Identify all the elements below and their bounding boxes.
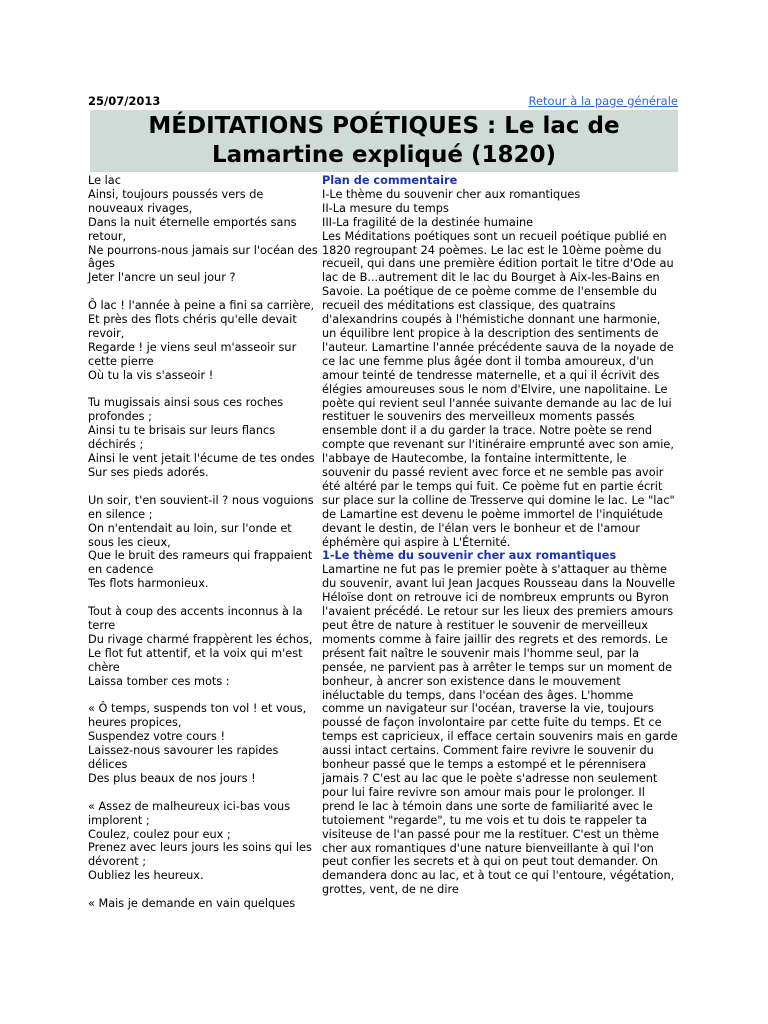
content-columns: [88, 174, 678, 911]
poem-heading: Le lac: [88, 174, 121, 187]
plan-item: III-La fragilité de la destinée humaine: [322, 215, 534, 229]
poem-line: Ainsi le vent jetait l'écume de tes ondes: [88, 452, 315, 466]
poem-line: Dans la nuit éternelle emportés sans retour,: [88, 215, 297, 243]
poem-line: Coulez, coulez pour eux ;: [88, 827, 231, 841]
stanza-gap: [88, 591, 318, 605]
poem-line: Regarde ! je viens seul m'asseoir sur cette pierre: [88, 340, 297, 368]
publication-date: 25/07/2013: [88, 94, 161, 108]
poem-stanza: [88, 494, 318, 591]
stanza-gap: [88, 786, 318, 800]
poem-stanza: [88, 800, 318, 883]
stanza-gap: [88, 688, 318, 702]
page: [88, 94, 678, 911]
poem-line: On n'entendait au loin, sur l'onde et sous les cieux,: [88, 521, 292, 549]
poem-line: Ne pourrons-nous jamais sur l'océan des âges: [88, 243, 318, 271]
page-title: MÉDITATIONS POÉTIQUES : Le lac de Lamartine expliqué (1820): [90, 110, 678, 172]
stanza-gap: [88, 285, 318, 299]
poem-stanza: [88, 396, 318, 479]
poem-line: Oubliez les heureux.: [88, 869, 204, 883]
poem-line: Jeter l'ancre un seul jour ?: [88, 271, 236, 285]
poem-line: « Ô temps, suspends ton vol ! et vous, heures propices,: [88, 702, 307, 730]
poem-line: Du rivage charmé frappèrent les échos,: [88, 632, 313, 646]
intro-paragraph: Les Méditations poétiques sont un recueil poétique publié en 1820 regroupant 24 poèmes. Le lac est le 10ème poème du recueil, qui dans une première édition portait le titre d'Ode au lac de B...autrement dit le lac du Bourget à Aix-les-Bains en Savoie. La poétique de ce poème comme de l'ensemble du recueil des méditations est classique, des quatrains d'alexandrins coupés à l'hémistiche donnant une harmonie, un équilibre lent propice à la description des sentiments de l'auteur. Lamartine l'année précédente sauva de la noyade de ce lac une femme plus âgée dont il tomba amoureux, d'un amour teinté de tendresse maternelle, et a qui il écrivit des élégies amoureuses sous le nom d'Elvire, une napolitaine. Le poète qui revient seul l'année suivante demande au lac de lui restituer le souvenirs des merveilleux moments passés ensemble dont il a du garder la trace. Notre poète se rend compte que revenant sur l'itinéraire emprunté avec son amie, l'abbaye de Hautecombe, la fontaine intermittente, le souvenir du passé revient avec force et ne semble pas avoir été altéré par le temps qui fuit. Ce poème fut en partie écrit sur place sur la colline de Tresserve qui domine le lac. Le "lac" de Lamartine est devenu le poème immortel de l'inquiétude devant le destin, de l'élan vers le bonheur et de l'amour éphémère qui aspire à L'Éternité.: [322, 229, 675, 549]
poem-stanza: [88, 188, 318, 285]
poem-stanza: [88, 299, 318, 382]
stanza-gap: [88, 383, 318, 397]
section-paragraph: Lamartine ne fut pas le premier poète à s'attaquer au thème du souvenir, avant lui Jean Jacques Rousseau dans la Nouvelle Héloïse dont on retrouve ici de nombreux emprunts ou Byron l'avaient précédé. Le retour sur les lieux des premiers amours peut être de nature à restituer le souvenir de merveilleux moments comme à faire jaillir des regrets et des remords. Le présent fait naître le souvenir mais l'homme seul, par la pensée, ne parvient pas à arrêter le temps sur un moment de bonheur, à ancrer son existence dans le mouvement inéluctable du temps, dans l'océan des âges. L'homme comme un navigateur sur l'océan, traverse la vie, toujours poussé de façon involontaire par cette fuite du temps. Et ce temps est capricieux, il efface certain souvenirs mais en garde aussi intact certains. Comment faire revivre le souvenir du bonheur passé que le temps a estompé et le pérennisera jamais ? C'est au lac que le poète s'adresse non seulement pour lui faire revivre son amour mais pour le prolonger. Il prend le lac à témoin dans une sorte de familiarité avec le tutoiement "regarde", tu me vois et tu dois te rappeler ta visiteuse de l'an passé pour me la restituer. C'est un thème cher aux romantiques d'une nature bienveillante à qui l'on peut confier les secrets et à qui on peut tout demander. On demandera donc au lac, et à tout ce qui l'entoure, végétation, grottes, vent, de ne dire: [322, 563, 678, 897]
commentary-column: [322, 174, 678, 911]
poem-line: Que le bruit des rameurs qui frappaient en cadence: [88, 549, 313, 577]
poem-line: Sur ses pieds adorés.: [88, 466, 209, 479]
poem-line: Et près des flots chéris qu'elle devait revoir,: [88, 313, 297, 340]
plan-item: II-La mesure du temps: [322, 201, 449, 215]
poem-line: Ainsi tu te brisais sur leurs flancs déchirés ;: [88, 424, 276, 452]
poem-line: Où tu la vis s'asseoir !: [88, 368, 214, 382]
poem-line: Laissa tomber ces mots :: [88, 674, 230, 688]
poem-line: Ô lac ! l'année à peine a fini sa carrière,: [88, 299, 315, 313]
stanza-gap: [88, 883, 318, 897]
poem-line: Tu mugissais ainsi sous ces roches profondes ;: [88, 396, 284, 424]
top-line: [88, 94, 678, 110]
section-heading: 1-Le thème du souvenir cher aux romantiques: [322, 549, 617, 563]
poem-line: Laissez-nous savourer les rapides délices: [88, 744, 279, 771]
poem-line: Tout à coup des accents inconnus à la terre: [88, 605, 303, 632]
poem-line: Ainsi, toujours poussés vers de nouveaux rivages,: [88, 187, 264, 215]
poem-line: « Mais je demande en vain quelques: [88, 897, 296, 911]
poem-column: [88, 174, 322, 911]
poem-line: Le flot fut attentif, et la voix qui m'est chère: [88, 646, 303, 674]
poem-line: Des plus beaux de nos jours !: [88, 771, 256, 785]
back-to-general-page-link[interactable]: Retour à la page générale: [528, 94, 678, 108]
poem-stanza: [88, 702, 318, 785]
poem-stanza: [88, 897, 318, 911]
poem-line: « Assez de malheureux ici-bas vous implorent ;: [88, 799, 291, 827]
poem-line: Suspendez votre cours !: [88, 730, 226, 744]
poem-line: Prenez avec leurs jours les soins qui les dévorent ;: [88, 841, 312, 869]
poem-body: [88, 188, 318, 911]
poem-line: Tes flots harmonieux.: [88, 577, 209, 591]
stanza-gap: [88, 480, 318, 494]
poem-stanza: [88, 605, 318, 688]
poem-line: Un soir, t'en souvient-il ? nous voguions en silence ;: [88, 493, 314, 521]
plan-heading: Plan de commentaire: [322, 174, 458, 187]
plan-item: I-Le thème du souvenir cher aux romantiques: [322, 187, 581, 201]
